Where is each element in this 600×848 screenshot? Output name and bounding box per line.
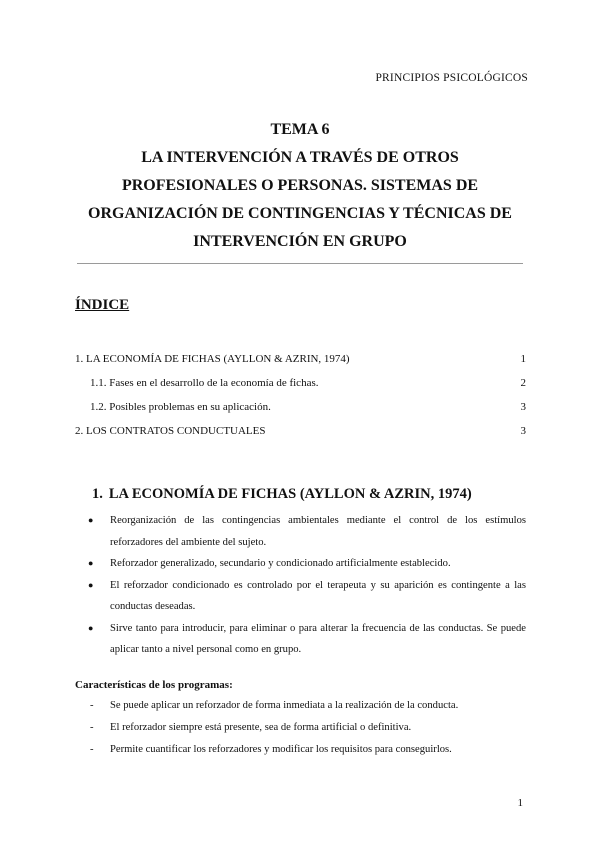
toc-entry[interactable]	[75, 371, 526, 395]
toc-entry[interactable]	[75, 419, 526, 443]
list-item: - El reforzador siempre está presente, sea de forma artificial o definitiva.	[88, 717, 528, 739]
bullet-icon: ●	[88, 515, 94, 525]
list-item: - Se puede aplicar un reforzador de forma inmediata a la realización de la conducta.	[88, 695, 528, 717]
toc-entry-label: 1.1. Fases en el desarrollo de la economía de fichas.	[90, 377, 319, 389]
bullet-list	[88, 510, 526, 661]
list-item: ● Reforzador generalizado, secundario y condicionado artificialmente establecido.	[88, 553, 526, 575]
toc-entry-page: 3	[520, 425, 526, 437]
title-line: TEMA 6	[270, 121, 330, 138]
characteristics-heading: Características de los programas:	[75, 679, 233, 691]
dash-icon: -	[90, 700, 94, 711]
bullet-icon: ●	[88, 579, 94, 590]
toc-entry[interactable]	[75, 395, 526, 419]
toc-entry-page: 3	[520, 401, 526, 413]
index-heading: ÍNDICE	[75, 297, 130, 313]
document-title	[70, 116, 530, 256]
toc-entry-label: 2. LOS CONTRATOS CONDUCTUALES	[75, 425, 266, 437]
toc-entry[interactable]	[75, 347, 526, 371]
list-item: ● Sirve tanto para introducir, para eliminar o para alterar la frecuencia de las conductas. Se puede aplicar tanto a nivel personal como en grupo.	[88, 618, 526, 661]
toc-entry-page: 2	[520, 377, 526, 389]
table-of-contents	[75, 347, 526, 443]
title-line: PROFESIONALES O PERSONAS. SISTEMAS DE	[121, 177, 479, 194]
dash-list	[88, 695, 528, 761]
toc-entry-page: 1	[520, 353, 526, 365]
title-line: ORGANIZACIÓN DE CONTINGENCIAS Y TÉCNICAS DE	[88, 205, 512, 222]
toc-entry-label: 1.2. Posibles problemas en su aplicación.	[90, 401, 271, 413]
section-number: 1.	[92, 486, 103, 502]
dash-icon: -	[90, 744, 94, 755]
bullet-icon: ●	[88, 558, 94, 568]
section-heading	[92, 486, 472, 503]
running-header: PRINCIPIOS PSICOLÓGICOS	[375, 72, 528, 84]
dash-icon: -	[90, 722, 94, 733]
horizontal-divider	[77, 263, 523, 264]
title-line: LA INTERVENCIÓN A TRAVÉS DE OTROS	[141, 149, 459, 166]
list-item: ● El reforzador condicionado es controlado por el terapeuta y su aparición es contingente a las conductas deseadas.	[88, 575, 526, 618]
toc-entry-label: 1. LA ECONOMÍA DE FICHAS (AYLLON & AZRIN, 1974)	[75, 353, 350, 365]
list-item: ● Reorganización de las contingencias ambientales mediante el control de los estímulos reforzadores del ambiente del sujeto.	[88, 510, 526, 553]
bullet-icon: ●	[88, 622, 94, 633]
title-line: INTERVENCIÓN EN GRUPO	[193, 233, 407, 250]
list-item: - Permite cuantificar los reforzadores y modificar los requisitos para conseguirlos.	[88, 739, 528, 761]
section-title: LA ECONOMÍA DE FICHAS (AYLLON & AZRIN, 1974)	[108, 486, 472, 502]
page-number: 1	[517, 797, 523, 809]
